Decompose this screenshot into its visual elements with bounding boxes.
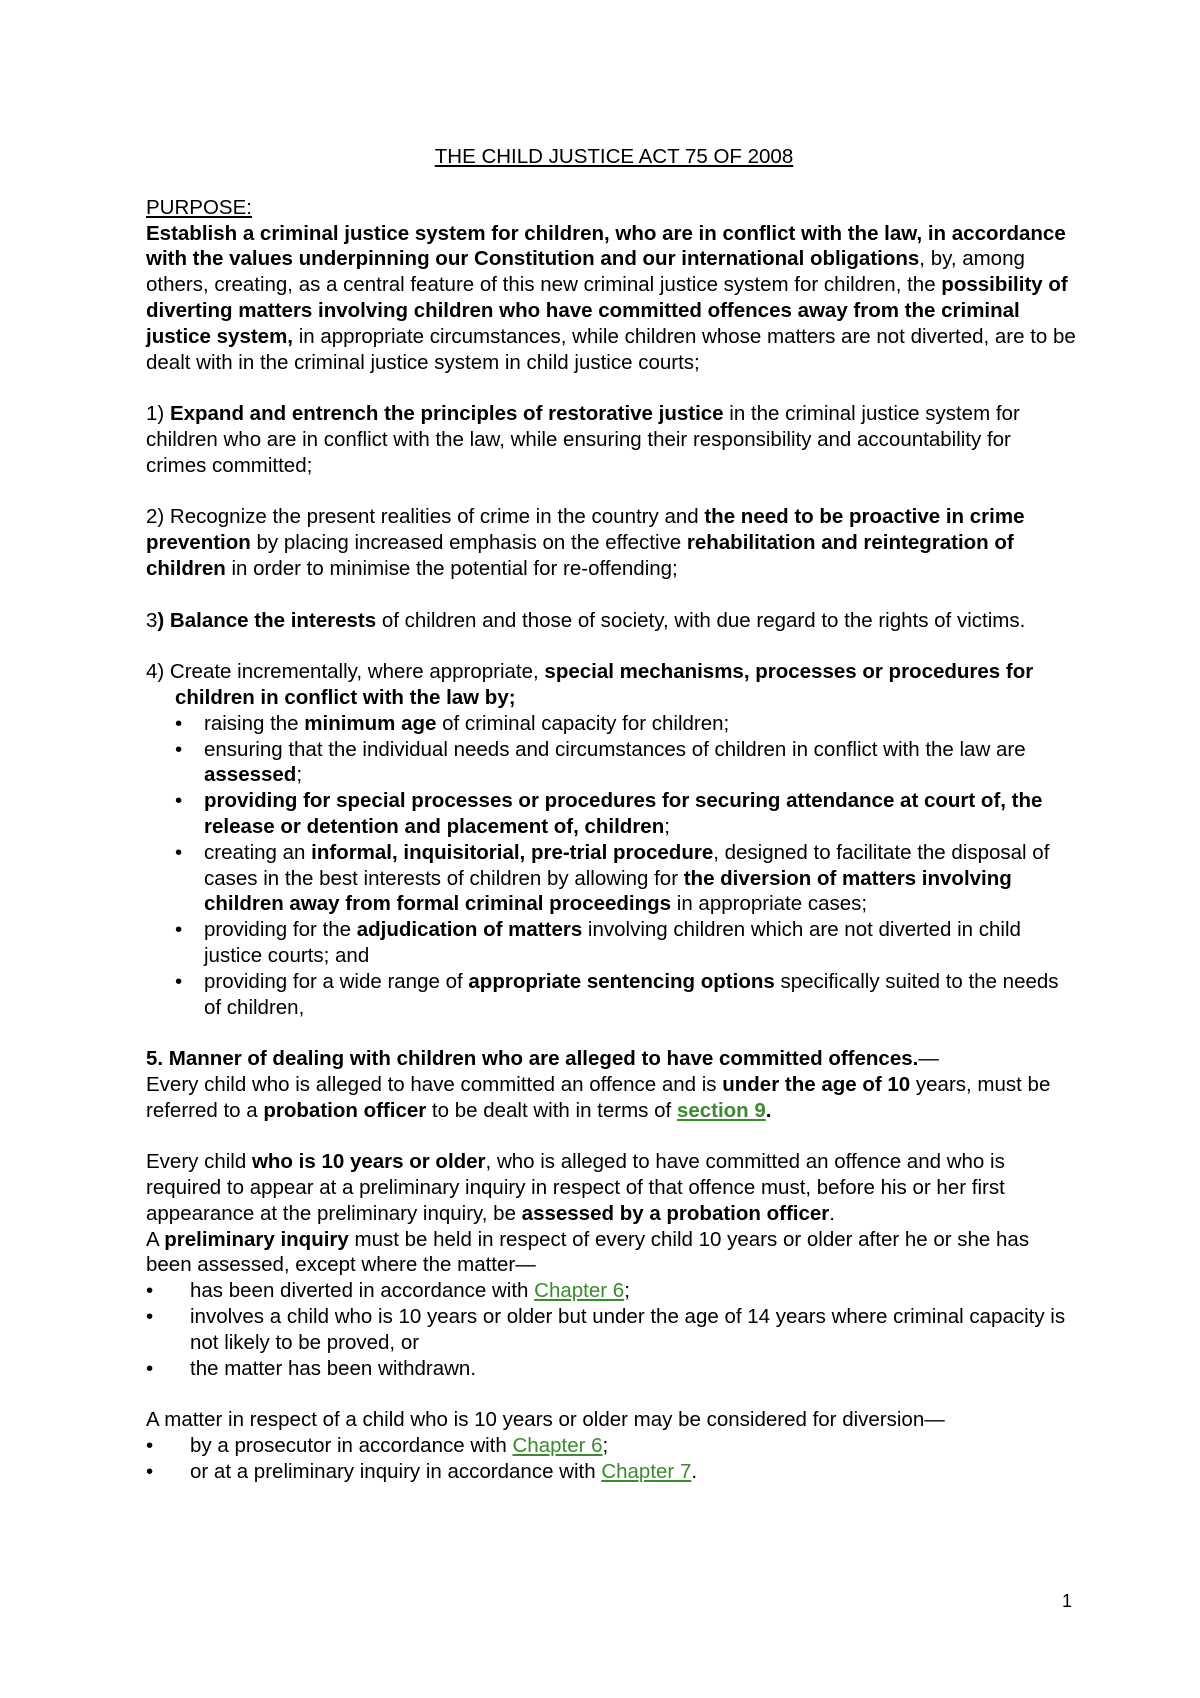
section-5-dash: —	[918, 1047, 939, 1071]
bullet-text: ;	[602, 1434, 609, 1458]
item-1-bold: Expand and entrench the principles of restorative justice	[169, 402, 724, 426]
item-1-number: 1)	[146, 402, 170, 426]
bullet-text: involves a child who is 10 years or older but under the age of 14 years where criminal capacity is not likely to be proved, or	[190, 1305, 1066, 1354]
bullet-text: of criminal capacity for children;	[436, 711, 730, 735]
bullet-text: raising the	[204, 711, 305, 735]
bullet-bold: assessed	[204, 763, 297, 787]
list-item	[146, 1278, 1076, 1304]
diversion-paragraph: A matter in respect of a child who is 10 years or older may be considered for diversion—	[146, 1408, 945, 1432]
purpose-text-1: , by, among others, creating, as a central feature of this new criminal justice system for children, the	[146, 247, 1025, 297]
bullet-bold: appropriate sentencing options	[468, 969, 775, 993]
section-5-heading	[146, 1046, 1076, 1072]
item-2-text-1: by placing increased emphasis on the effective	[250, 531, 687, 555]
section-5-text: years, must be referred to a	[146, 1072, 1051, 1122]
bullet-bold: informal, inquisitorial, pre-trial procedure	[311, 840, 714, 864]
purpose-item-1	[146, 401, 1076, 478]
bullet-text: .	[691, 1459, 698, 1483]
section-5-paragraph	[146, 1072, 1076, 1124]
purpose-bold-2: possibility of diverting matters involving children who have committed offences away from the criminal justice system,	[146, 273, 1068, 348]
bullet-bold: providing for special processes or procedures for securing attendance at court of, the release or detention and placement of, children	[204, 789, 1043, 838]
list-item	[175, 969, 1076, 1021]
purpose-heading: PURPOSE:	[146, 195, 252, 219]
page-number: 1	[1061, 1591, 1072, 1611]
item-3-text: of children and those of society, with due regard to the rights of victims.	[376, 608, 1026, 632]
item-4-bullet-list	[146, 711, 1076, 1021]
bullet-bold: adjudication of matters	[356, 918, 583, 942]
paragraph-text: must be held in respect of every child 10 years or older after he or she has been assessed, except where the matter—	[146, 1227, 1030, 1277]
list-item	[175, 788, 1076, 840]
diversion-list	[146, 1433, 1076, 1485]
bullet-text: the matter has been withdrawn.	[190, 1356, 477, 1380]
chapter-6-link[interactable]: Chapter 6	[534, 1279, 625, 1303]
bullet-text: ensuring that the individual needs and circumstances of children in conflict with the law are	[204, 737, 1026, 761]
item-3-number: 3	[146, 608, 158, 632]
purpose-item-3	[146, 608, 1076, 634]
section-5-text: to be dealt with in terms of	[426, 1098, 677, 1122]
section-5-bold: under the age of 10	[722, 1072, 911, 1096]
bullet-text: by a prosecutor in accordance with	[190, 1434, 513, 1458]
document-body	[146, 144, 1076, 1485]
bullet-text: ;	[624, 1279, 630, 1303]
list-item	[175, 711, 1076, 737]
inquiry-exceptions-list	[146, 1278, 1076, 1381]
bullet-text: specifically suited to the needs of children,	[204, 969, 1059, 1019]
bullet-text: in appropriate cases;	[671, 892, 868, 916]
purpose-item-4	[146, 659, 1076, 711]
bullet-text: ;	[296, 763, 303, 787]
bullet-text: ;	[664, 814, 670, 838]
bullet-text: creating an	[204, 840, 312, 864]
item-2-text-2: in order to minimise the potential for re-offending;	[225, 556, 678, 580]
bullet-bold: the diversion of matters involving children away from formal criminal proceedings	[204, 866, 1012, 916]
item-2-bold-2: rehabilitation and reintegration of children	[146, 531, 1014, 580]
list-item	[146, 1304, 1076, 1356]
paragraph-bold: assessed by a probation officer	[521, 1201, 830, 1225]
section-5-bold: probation officer	[263, 1098, 427, 1122]
paragraph-text: A	[146, 1227, 165, 1251]
paragraph-text: , who is alleged to have committed an offence and who is required to appear at a preliminary inquiry in respect of that offence must, before his or her first appearance at the preliminary inquiry, be	[146, 1150, 1005, 1225]
list-item	[146, 1459, 1076, 1485]
bullet-text: providing for a wide range of	[204, 969, 469, 993]
bullet-text: or at a preliminary inquiry in accordance with	[190, 1459, 602, 1483]
item-1-text: in the criminal justice system for children who are in conflict with the law, while ensuring their responsibility and accountability for crimes committed;	[146, 402, 1020, 477]
document-title: THE CHILD JUSTICE ACT 75 OF 2008	[434, 145, 794, 168]
chapter-6-link[interactable]: Chapter 6	[512, 1434, 603, 1458]
paragraph-text: .	[829, 1201, 835, 1225]
paragraph-text: Every child	[146, 1150, 252, 1174]
bullet-text: involving children which are not diverted in child justice courts; and	[204, 918, 1021, 967]
purpose-bold-1: Establish a criminal justice system for children, who are in conflict with the law, in accordance with the values underpinning our Constitution and our international obligations	[146, 221, 1066, 271]
section-5-period: .	[765, 1098, 772, 1122]
preliminary-inquiry-paragraph	[146, 1227, 1076, 1279]
item-2-bold-1: the need to be proactive in crime prevention	[146, 505, 1025, 555]
paragraph-bold: who is 10 years or older	[251, 1150, 486, 1174]
list-item	[146, 1356, 1076, 1382]
bullet-text: providing for the	[204, 918, 357, 942]
section-9-link[interactable]: section 9	[676, 1098, 766, 1122]
item-4-text-0: 4) Create incrementally, where appropriate,	[146, 660, 545, 684]
paragraph-bold: preliminary inquiry	[164, 1227, 349, 1251]
bullet-text: , designed to facilitate the disposal of cases in the best interests of children by allowing for	[204, 840, 1050, 890]
purpose-text-2: in appropriate circumstances, while children whose matters are not diverted, are to be dealt with in the criminal justice system in child justice courts;	[146, 324, 1076, 374]
list-item	[175, 917, 1076, 969]
section-5-title: 5. Manner of dealing with children who are alleged to have committed offences.	[146, 1047, 919, 1071]
list-item	[146, 1433, 1076, 1459]
item-4-bold: special mechanisms, processes or procedures for children in conflict with the law by;	[175, 660, 1034, 709]
bullet-bold: minimum age	[304, 711, 437, 735]
item-3-bold: ) Balance the interests	[157, 608, 377, 632]
list-item	[175, 737, 1076, 789]
chapter-7-link[interactable]: Chapter 7	[601, 1459, 692, 1483]
bullet-text: has been diverted in accordance with	[190, 1279, 535, 1303]
section-5-text: Every child who is alleged to have committed an offence and is	[146, 1072, 723, 1096]
item-2-text-0: 2) Recognize the present realities of crime in the country and	[146, 505, 705, 529]
purpose-paragraph	[146, 221, 1076, 376]
list-item	[175, 840, 1076, 917]
assessment-paragraph	[146, 1149, 1076, 1226]
purpose-item-2	[146, 504, 1076, 581]
